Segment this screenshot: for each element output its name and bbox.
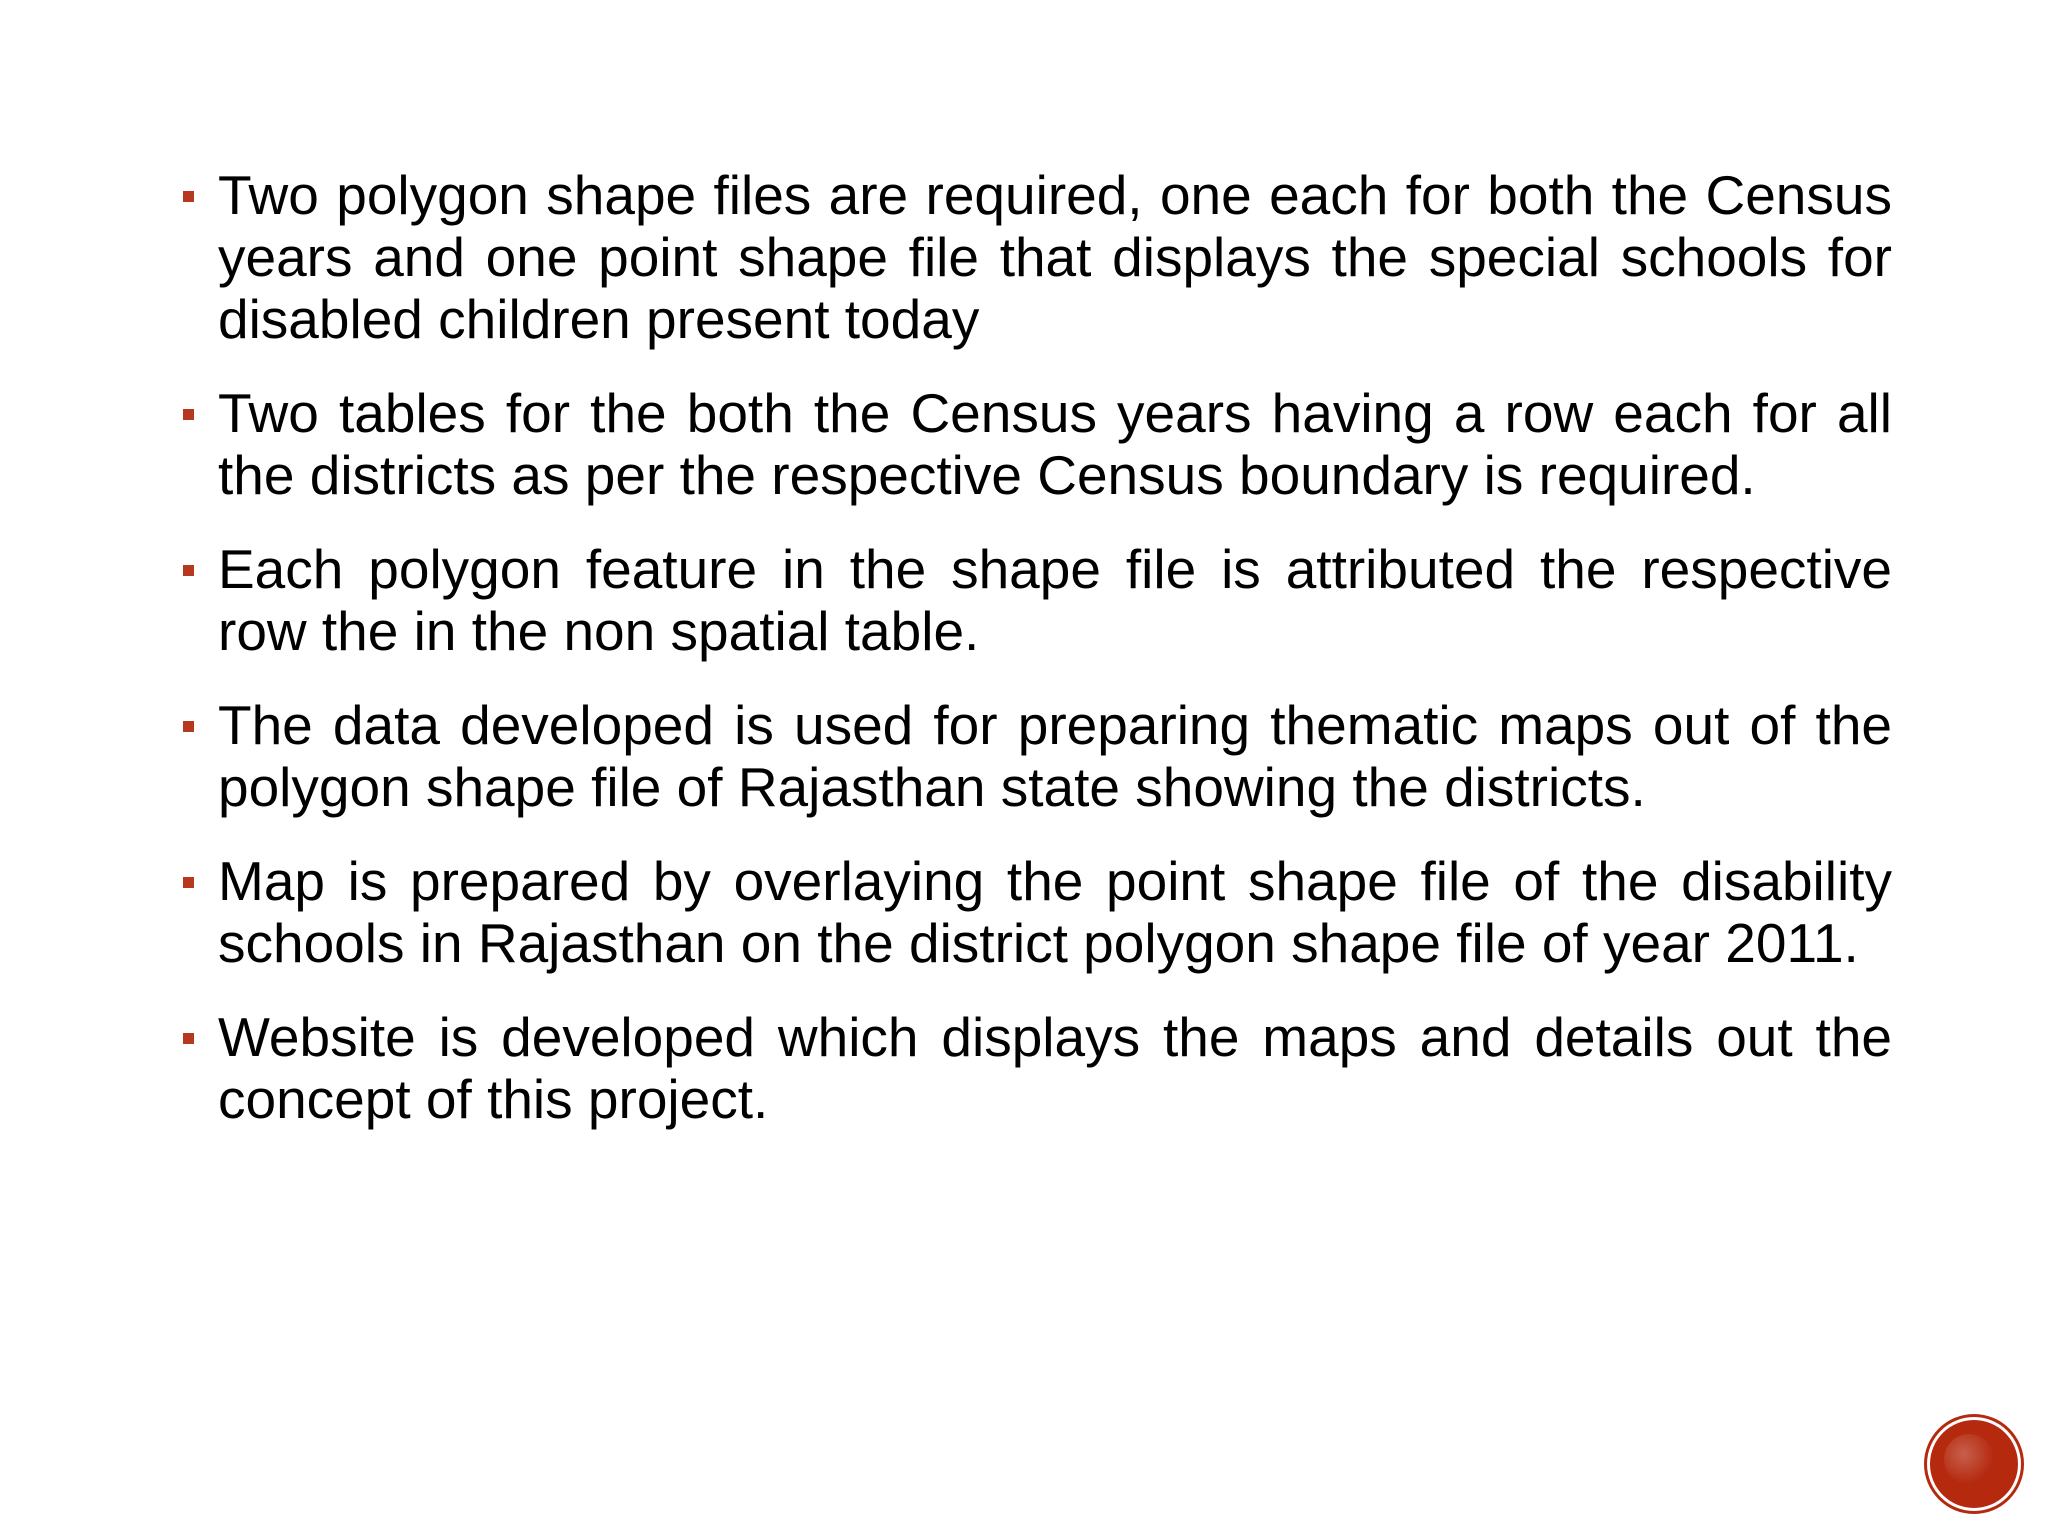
- square-bullet-icon: [183, 409, 194, 420]
- bullet-text: Two tables for the both the Census years having a row each for all the districts as per the respective Census boundary is required.: [218, 382, 1892, 506]
- bullet-text: The data developed is used for preparing thematic maps out of the polygon shape file of Rajasthan state showing the districts.: [218, 694, 1892, 818]
- bullet-item: [170, 382, 1892, 506]
- bullet-item: [170, 538, 1892, 662]
- bullet-text: Website is developed which displays the maps and details out the concept of this project.: [218, 1006, 1892, 1130]
- bullet-item: [170, 850, 1892, 974]
- square-bullet-icon: [183, 1033, 194, 1044]
- bullet-list: [170, 164, 1892, 1162]
- bullet-text: Two polygon shape files are required, one each for both the Census years and one point shape file that displays the special schools for disabled children present today: [218, 164, 1892, 350]
- bullet-item: [170, 164, 1892, 350]
- bullet-item: [170, 1006, 1892, 1130]
- red-circle-icon: [1930, 1420, 2018, 1508]
- square-bullet-icon: [183, 721, 194, 732]
- bullet-text: Map is prepared by overlaying the point shape file of the disability schools in Rajasthan on the district polygon shape file of year 2011.: [218, 850, 1892, 974]
- bullet-text: Each polygon feature in the shape file is attributed the respective row the in the non spatial table.: [218, 538, 1892, 662]
- square-bullet-icon: [183, 877, 194, 888]
- bullet-item: [170, 694, 1892, 818]
- square-bullet-icon: [183, 565, 194, 576]
- square-bullet-icon: [183, 191, 194, 202]
